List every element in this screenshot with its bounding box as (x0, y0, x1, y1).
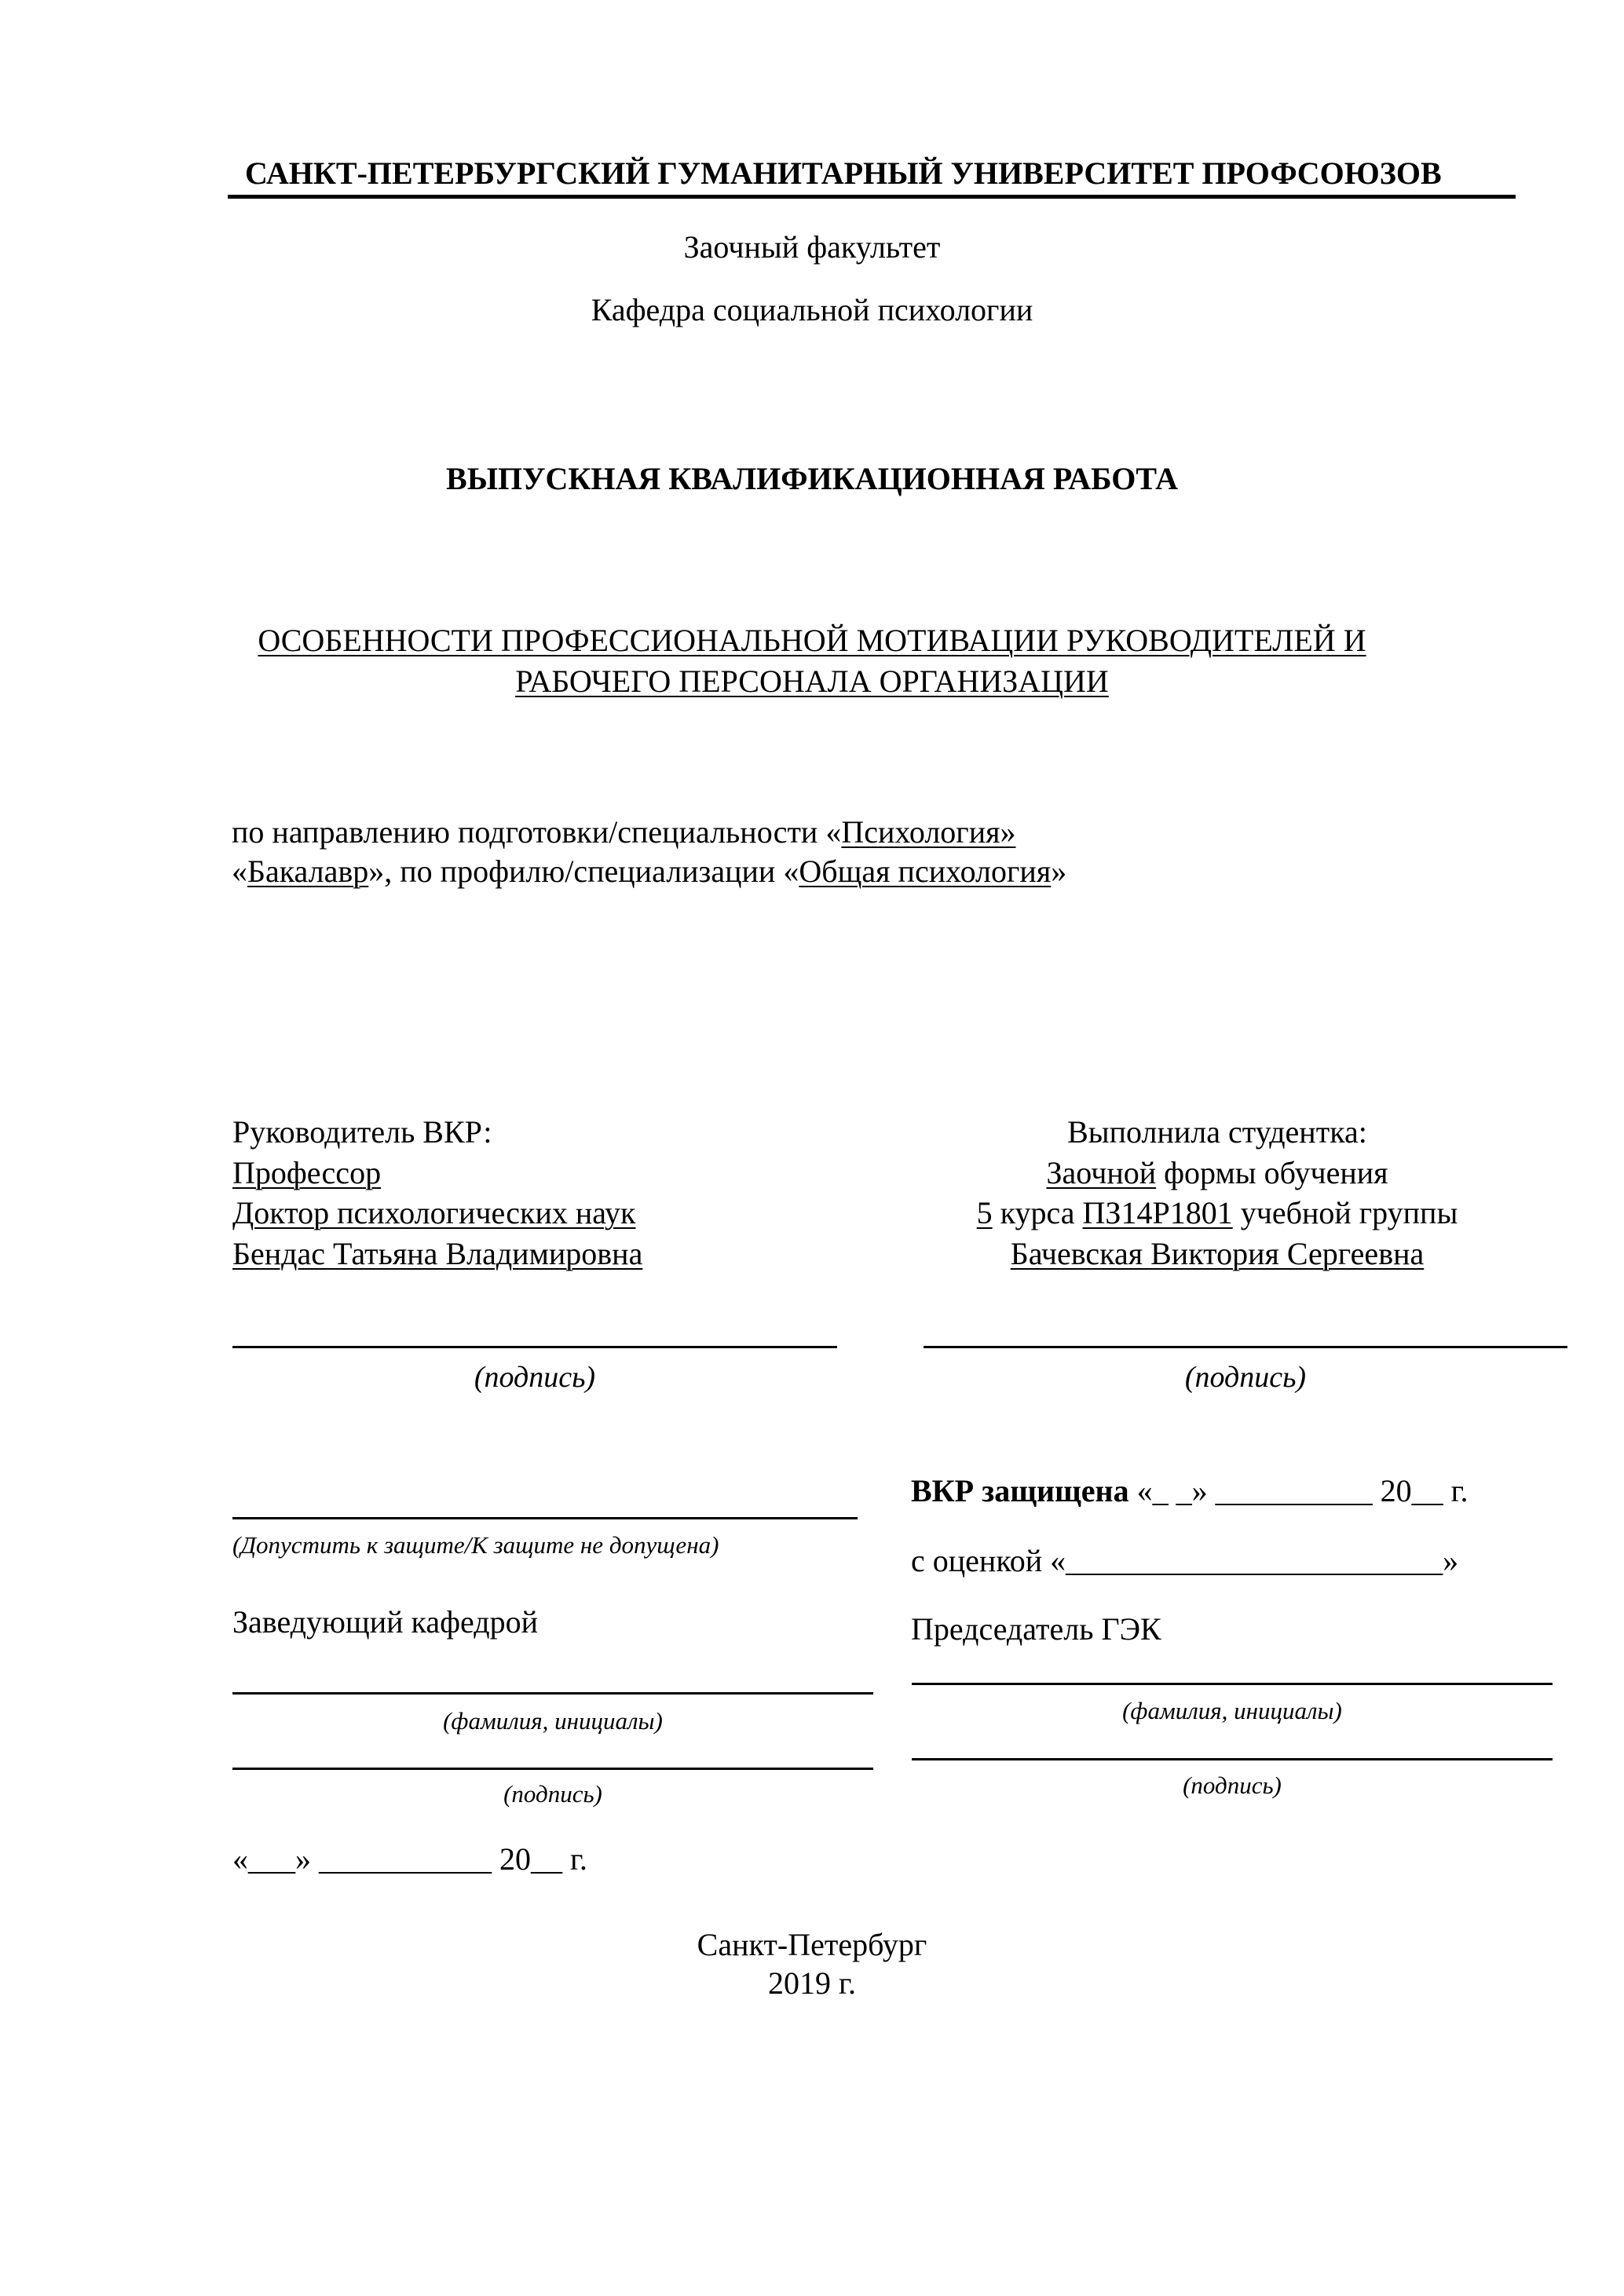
defended-label: ВКР защищена (911, 1473, 1129, 1508)
direction-specialty: Психология» (841, 814, 1016, 850)
faculty-name: Заочный факультет (683, 229, 941, 265)
course-value: 5 (976, 1195, 993, 1230)
grade-label: с оценкой « (911, 1543, 1066, 1578)
supervisor-signature-line[interactable] (232, 1346, 837, 1348)
grade-line (911, 1545, 1458, 1577)
direction-close-quote: » (1051, 854, 1067, 889)
defended-line (911, 1475, 1468, 1507)
head-name-caption: (фамилия, инициалы) (443, 1707, 663, 1735)
admission-line[interactable] (232, 1517, 858, 1519)
study-form-value: Заочной (1046, 1155, 1157, 1190)
thesis-title-text-1: ОСОБЕННОСТИ ПРОФЕССИОНАЛЬНОЙ МОТИВАЦИИ РУКОВОДИТЕЛЕЙ И (258, 623, 1366, 658)
student-course-group (903, 1197, 1531, 1229)
thesis-title-line1 (0, 625, 1624, 656)
student-study-form (903, 1157, 1531, 1189)
head-date: «___» ___________ 20__ г. (232, 1841, 587, 1877)
defended-date: «_ _» __________ 20__ г. (1128, 1473, 1469, 1508)
head-signature-line[interactable] (232, 1768, 873, 1770)
thesis-title-line2 (0, 666, 1624, 697)
work-type-heading: ВЫПУСКНАЯ КВАЛИФИКАЦИОННАЯ РАБОТА (446, 461, 1178, 496)
footer-city: Санкт-Петербург (697, 1927, 927, 1962)
direction-open-quote: « (232, 854, 247, 889)
gek-name-caption: (фамилия, инициалы) (1122, 1697, 1342, 1724)
student-signature-line[interactable] (924, 1346, 1567, 1348)
supervisor-name: Бендас Татьяна Владимировна (232, 1236, 643, 1271)
supervisor-degree: Доктор психологических наук (232, 1195, 636, 1230)
student-signature-caption: (подпись) (1184, 1361, 1307, 1394)
head-name-line[interactable] (232, 1692, 873, 1695)
student-name: Бачевская Виктория Сергеевна (1010, 1236, 1425, 1271)
direction-line2 (232, 856, 1066, 887)
gek-name-line[interactable] (912, 1683, 1553, 1685)
direction-middle: », по профилю/специализации « (368, 854, 799, 889)
group-value: ПЗ14Р1801 (1082, 1195, 1233, 1230)
head-of-department-label: Заведующий кафедрой (232, 1604, 539, 1640)
course-mid: курса (992, 1195, 1083, 1230)
supervisor-position: Профессор (232, 1155, 382, 1190)
grade-blank[interactable]: ________________________ (1066, 1543, 1443, 1578)
gek-signature-line[interactable] (912, 1758, 1553, 1760)
gek-chair-label: Председатель ГЭК (911, 1611, 1161, 1647)
thesis-title-text-2: РАБОЧЕГО ПЕРСОНАЛА ОРГАНИЗАЦИИ (515, 664, 1109, 699)
direction-degree: Бакалавр (247, 854, 369, 889)
study-form-suffix: формы обучения (1156, 1155, 1388, 1190)
direction-line1 (232, 814, 1016, 850)
student-label: Выполнила студентка: (1067, 1114, 1367, 1150)
direction-profile: Общая психология (799, 854, 1052, 889)
grade-close: » (1443, 1543, 1459, 1578)
gek-signature-caption: (подпись) (1183, 1771, 1282, 1799)
supervisor-label: Руководитель ВКР: (232, 1114, 492, 1150)
department-name: Кафедра социальной психологии (591, 292, 1033, 327)
footer-year: 2019 г. (768, 1965, 856, 2001)
group-suffix: учебной группы (1232, 1195, 1458, 1230)
university-name: САНКТ-ПЕТЕРБУРГСКИЙ ГУМАНИТАРНЫЙ УНИВЕРСИТЕТ ПРОФСОЮЗОВ (245, 155, 1442, 191)
direction-prefix: по направлению подготовки/специальности « (232, 814, 842, 850)
admission-caption: (Допустить к защите/К защите не допущена) (232, 1531, 719, 1559)
supervisor-signature-caption: (подпись) (474, 1361, 596, 1394)
head-signature-caption: (подпись) (503, 1780, 602, 1808)
header-rule (228, 195, 1516, 199)
